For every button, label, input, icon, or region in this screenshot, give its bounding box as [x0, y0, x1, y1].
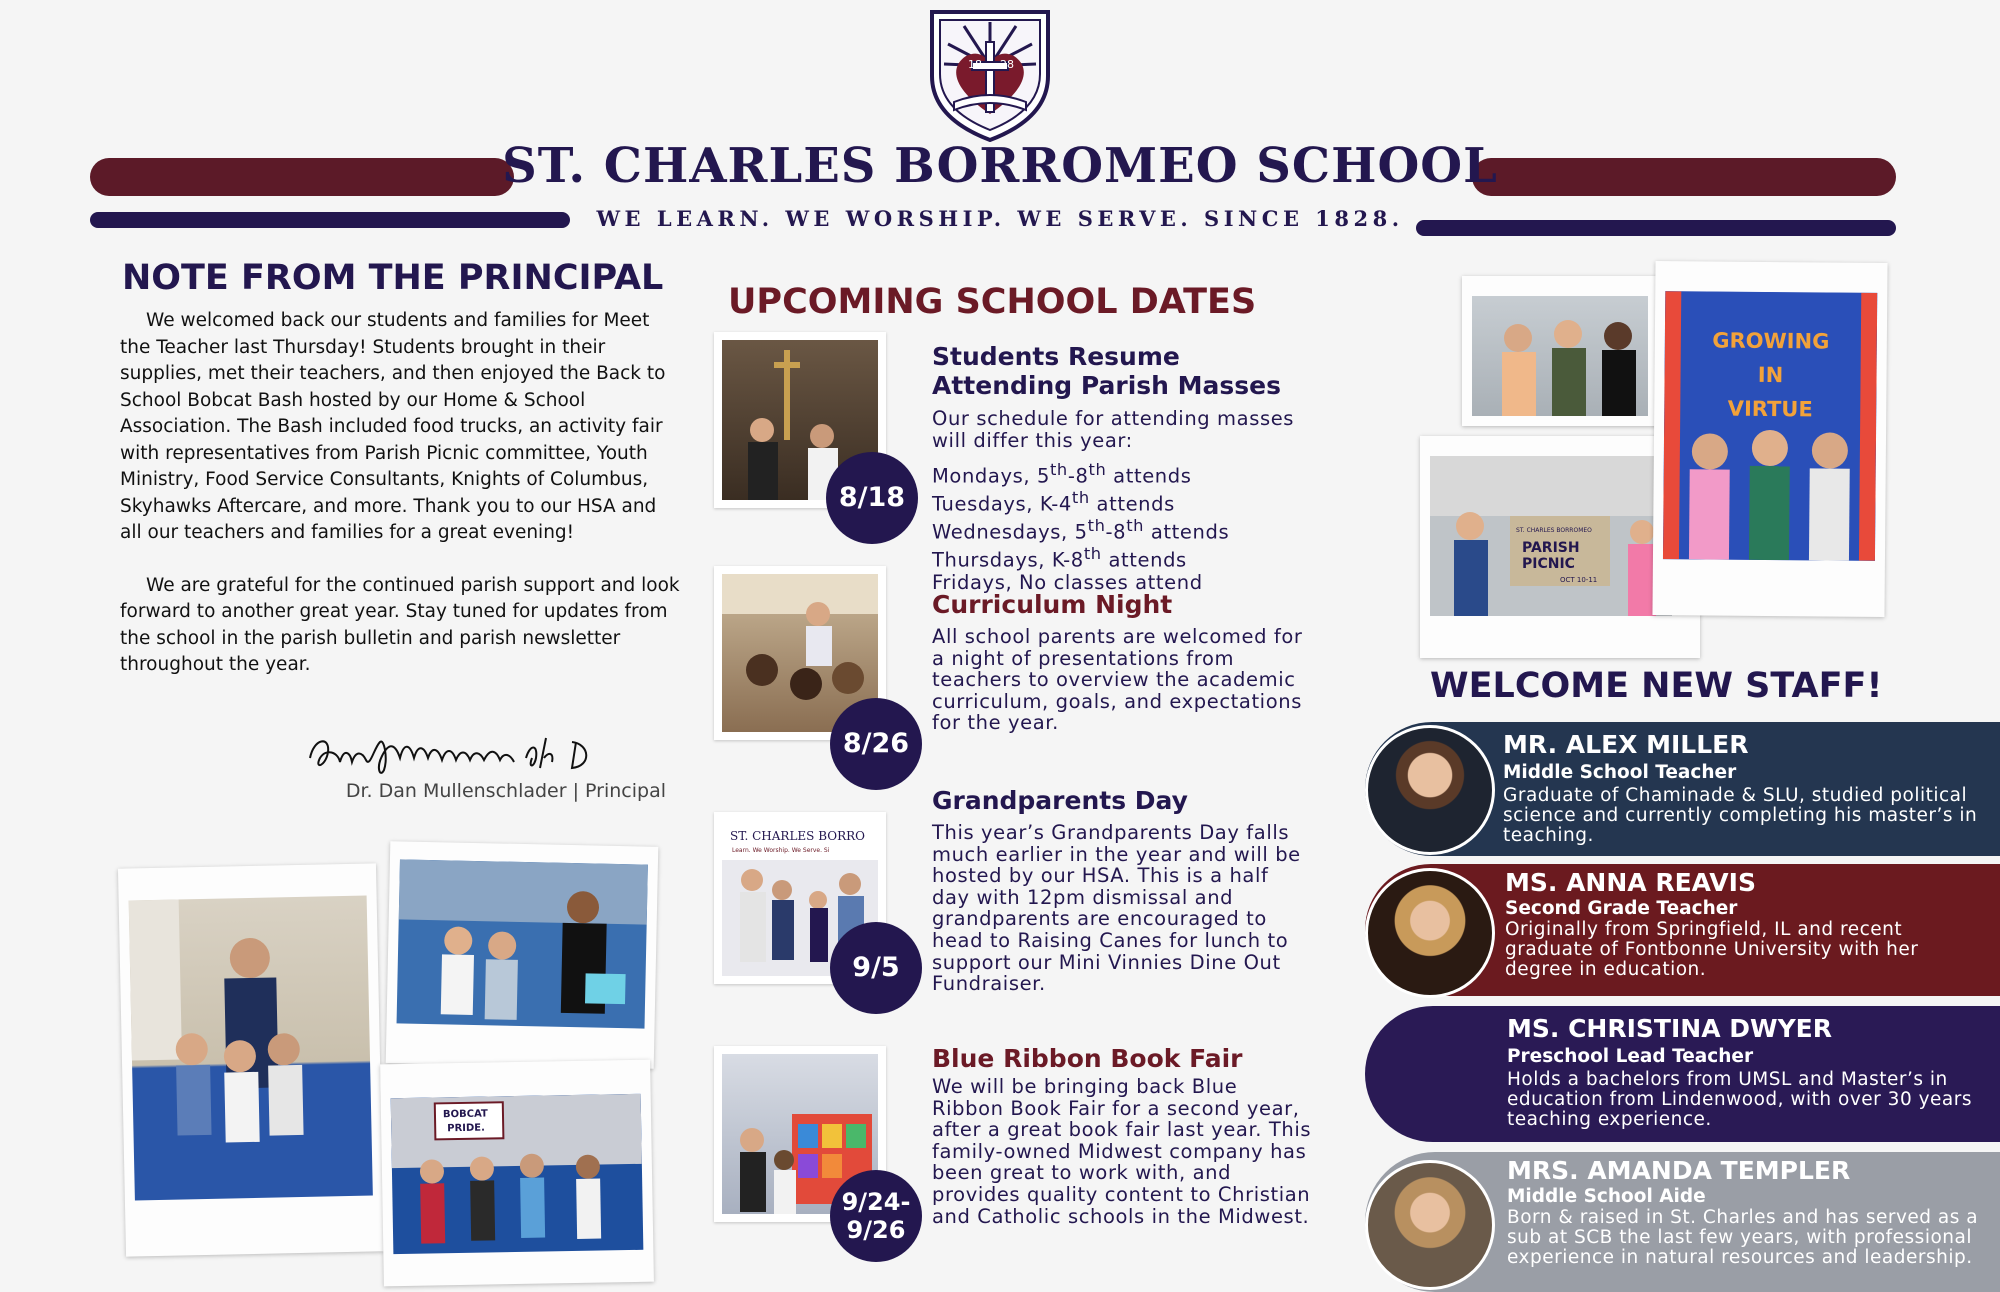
event-title-parish-masses: Students Resume Attending Parish Masses — [932, 342, 1282, 400]
photo-principal-with-students — [118, 863, 384, 1256]
staff-bio: Holds a bachelors from UMSL and Master’s in education from Lindenwood, with over 30 years teaching experience. — [1507, 1069, 1973, 1130]
photo-bobcat-pride-boys — [380, 1060, 654, 1287]
event-body-parish-masses — [932, 408, 1312, 593]
schedule-row: Mondays, 5th-8th attends — [932, 460, 1192, 488]
staff-role: Preschool Lead Teacher — [1507, 1046, 1754, 1067]
principal-paragraph: We welcomed back our students and families for Meet the Teacher last Thursday! Students brought in their supplies, met their teachers, and then enjoyed the Back to School Bobcat Bash hosted by our Home & School Association. The Bash included food trucks, an activity fair with representatives from Parish Picnic committee, Youth Ministry, Food Service Consultants, Knights of Columbus, Skyhawks Aftercare, and more. Thank you to our HSA and all our teachers and families for a great evening! — [120, 310, 666, 543]
growing-line2: IN — [1757, 362, 1784, 388]
staff-role: Middle School Aide — [1507, 1186, 1706, 1207]
picnic-sign-date: OCT 10-11 — [1560, 576, 1598, 584]
date-line1: 9/24- — [841, 1188, 911, 1216]
avatar-amanda-templer — [1365, 1160, 1495, 1290]
bobcat-sign-line2: PRIDE. — [447, 1122, 485, 1135]
event-title-curriculum-night: Curriculum Night — [932, 590, 1173, 619]
principal-note-body — [120, 308, 680, 679]
staff-role: Second Grade Teacher — [1505, 898, 1738, 919]
avatar-alex-miller — [1365, 725, 1495, 855]
principal-caption: Dr. Dan Mullenschlader | Principal — [345, 780, 666, 802]
schedule-row: Thursdays, K-8th attends — [932, 544, 1187, 572]
date-badge-8-18: 8/18 — [826, 452, 918, 544]
event-body-book-fair: We will be bringing back Blue Ribbon Book Fair for a second year, after a great book fair last year. This family-owned Midwest company has been great to work with, and provides quality content to Christian and Catholic schools in the Midwest. — [932, 1075, 1312, 1228]
header-bar-left-maroon — [90, 158, 514, 196]
staff-card-christina-dwyer — [1365, 1006, 2000, 1142]
school-name: ST. CHARLES BORROMEO SCHOOL — [502, 138, 1498, 194]
header-bar-left-navy — [90, 212, 570, 228]
crest-year-left: 18 — [968, 58, 982, 71]
principal-paragraph: We are grateful for the continued parish support and look forward to another great year. Stay tuned for updates from the school in the parish bulletin and parish newsletter throughout the year. — [120, 574, 680, 675]
header-bar-right-navy — [1416, 220, 1896, 236]
growing-line1: GROWING — [1712, 328, 1830, 354]
school-motto: WE LEARN. WE WORSHIP. WE SERVE. SINCE 1828. — [596, 206, 1404, 231]
photo-students-with-teacher — [386, 841, 659, 1069]
date-badge-8-26: 8/26 — [830, 698, 922, 790]
date-badge-9-5: 9/5 — [830, 922, 922, 1014]
new-staff-title: WELCOME NEW STAFF! — [1430, 666, 1883, 706]
event-body-curriculum-night: All school parents are welcomed for a night of presentations from teachers to overview the academic curriculum, goals, and expectations for the year. — [932, 625, 1303, 735]
event-intro: Our schedule for attending masses will differ this year: — [932, 407, 1295, 452]
date-badge-9-24-9-26 — [830, 1170, 922, 1262]
principal-note-title: NOTE FROM THE PRINCIPAL — [122, 258, 664, 298]
staff-card-alex-miller — [1365, 722, 2000, 856]
schedule-row: Wednesdays, 5th-8th attends — [932, 516, 1230, 544]
staff-card-amanda-templer — [1365, 1152, 2000, 1292]
event-body-grandparents-day: This year’s Grandparents Day falls much earlier in the year and will be hosted by our HSA. This is a half day with 12pm dismissal and grandparents are encouraged to head to Raising Canes for lunch to support our Mini Vinnies Dine Out Fundraiser. — [932, 821, 1301, 996]
crest-year-right: 28 — [1000, 58, 1014, 71]
staff-bio: Born & raised in St. Charles and has served as a sub at SCB the last few years, with professional experience in natural resources and leadership. — [1507, 1207, 1979, 1268]
staff-role: Middle School Teacher — [1503, 762, 1737, 783]
photo-staff-group — [1462, 276, 1658, 426]
grandparents-banner-sub: Learn. We Worship. We Serve. Si — [732, 847, 830, 854]
event-title-book-fair: Blue Ribbon Book Fair — [932, 1044, 1243, 1073]
staff-name: MR. ALEX MILLER — [1503, 730, 1749, 759]
school-crest-logo — [924, 6, 1056, 142]
growing-line3: VIRTUE — [1727, 396, 1813, 422]
schedule-row: Fridays, No classes attend — [932, 570, 1203, 594]
event-title-grandparents-day: Grandparents Day — [932, 786, 1188, 815]
picnic-sign-line1: PARISH — [1522, 540, 1580, 556]
staff-bio: Graduate of Chaminade & SLU, studied political science and currently completing his master’s in teaching. — [1503, 785, 1978, 846]
picnic-sign-small: ST. CHARLES BORROMEO — [1516, 527, 1592, 534]
date-line2: 9/26 — [846, 1216, 906, 1244]
photo-growing-in-virtue — [1652, 261, 1887, 617]
staff-card-anna-reavis — [1365, 864, 2000, 996]
header-bar-right-maroon — [1472, 158, 1896, 196]
avatar-anna-reavis — [1365, 868, 1495, 998]
bobcat-sign-line1: BOBCAT — [442, 1108, 488, 1121]
staff-name: MRS. AMANDA TEMPLER — [1507, 1156, 1851, 1185]
principal-signature — [300, 718, 610, 788]
upcoming-dates-title: UPCOMING SCHOOL DATES — [728, 282, 1257, 322]
picnic-sign-line2: PICNIC — [1522, 556, 1575, 572]
grandparents-banner-text: ST. CHARLES BORRO — [730, 829, 865, 843]
staff-name: MS. ANNA REAVIS — [1505, 868, 1756, 897]
staff-name: MS. CHRISTINA DWYER — [1507, 1014, 1832, 1043]
schedule-row: Tuesdays, K-4th attends — [932, 488, 1175, 516]
staff-bio: Originally from Springfield, IL and recent graduate of Fontbonne University with her degree in education. — [1505, 919, 1919, 980]
